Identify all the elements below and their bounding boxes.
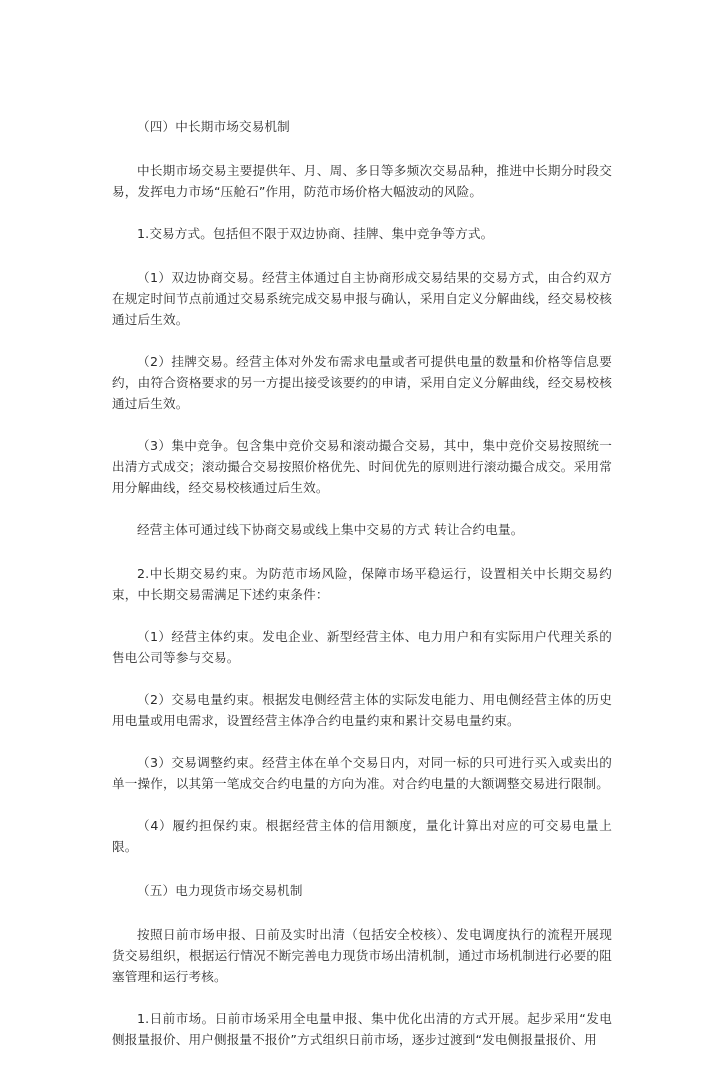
section-heading-4: （四）中长期市场交易机制 (137, 119, 290, 134)
paragraph-trading-constraints: 2.中长期交易约束。为防范市场风险，保障市场平稳运行，设置相关中长期交易约束，中长期交易需满足下述约束条件： (112, 566, 612, 602)
paragraph-listing-trading: （2）挂牌交易。经营主体对外发布需求电量或者可提供电量的数量和价格等信息要约，由符合资格要求的另一方提出接受该要约的申请，采用自定义分解曲线，经交易校核通过后生效。 (112, 354, 612, 411)
paragraph-guarantee-constraint: （4）履约担保约束。根据经营主体的信用额度，量化计算出对应的可交易电量上限。 (112, 818, 612, 854)
paragraph-intro-medium-long-term: 中长期市场交易主要提供年、月、周、多日等多频次交易品种，推进中长期分时段交易，发挥电力市场“压舱石”作用，防范市场价格大幅波动的风险。 (112, 163, 612, 199)
document-body (112, 116, 612, 1071)
paragraph-centralized-competition: （3）集中竞争。包含集中竞价交易和滚动撮合交易，其中，集中竞价交易按照统一出清方式成交；滚动撮合交易按照价格优先、时间优先的原则进行滚动撮合成交。采用常用分解曲线，经交易校核通过后生效。 (112, 438, 612, 495)
paragraph-volume-constraint: （2）交易电量约束。根据发电侧经营主体的实际发电能力、用电侧经营主体的历史用电量或用电需求，设置经营主体净合约电量约束和累计交易电量约束。 (112, 692, 612, 728)
paragraph-adjustment-constraint: （3）交易调整约束。经营主体在单个交易日内，对同一标的只可进行买入或卖出的单一操作，以其第一笔成交合约电量的方向为准。对合约电量的大额调整交易进行限制。 (112, 755, 612, 791)
paragraph-bilateral-negotiation: （1）双边协商交易。经营主体通过自主协商形成交易结果的交易方式，由合约双方在规定时间节点前通过交易系统完成交易申报与确认，采用自定义分解曲线，经交易校核通过后生效。 (112, 270, 612, 327)
paragraph-day-ahead-market: 1.日前市场。日前市场采用全电量申报、集中优化出清的方式开展。起步采用“发电侧报量报价、用户侧报量不报价”方式组织日前市场，逐步过渡到“发电侧报量报价、用 (112, 1011, 612, 1047)
paragraph-transfer-contract: 经营主体可通过线下协商交易或线上集中交易的方式 转让合约电量。 (137, 522, 524, 537)
paragraph-entity-constraint: （1）经营主体约束。发电企业、新型经营主体、电力用户和有实际用户代理关系的售电公司等参与交易。 (112, 629, 612, 665)
section-heading-5: （五）电力现货市场交易机制 (137, 883, 303, 898)
paragraph-trading-methods: 1.交易方式。包括但不限于双边协商、挂牌、集中竞争等方式。 (137, 226, 494, 241)
paragraph-spot-market-intro: 按照日前市场申报、日前及实时出清（包括安全校核）、发电调度执行的流程开展现货交易组织，根据运行情况不断完善电力现货市场出清机制，通过市场机制进行必要的阻塞管理和运行考核。 (112, 927, 612, 984)
